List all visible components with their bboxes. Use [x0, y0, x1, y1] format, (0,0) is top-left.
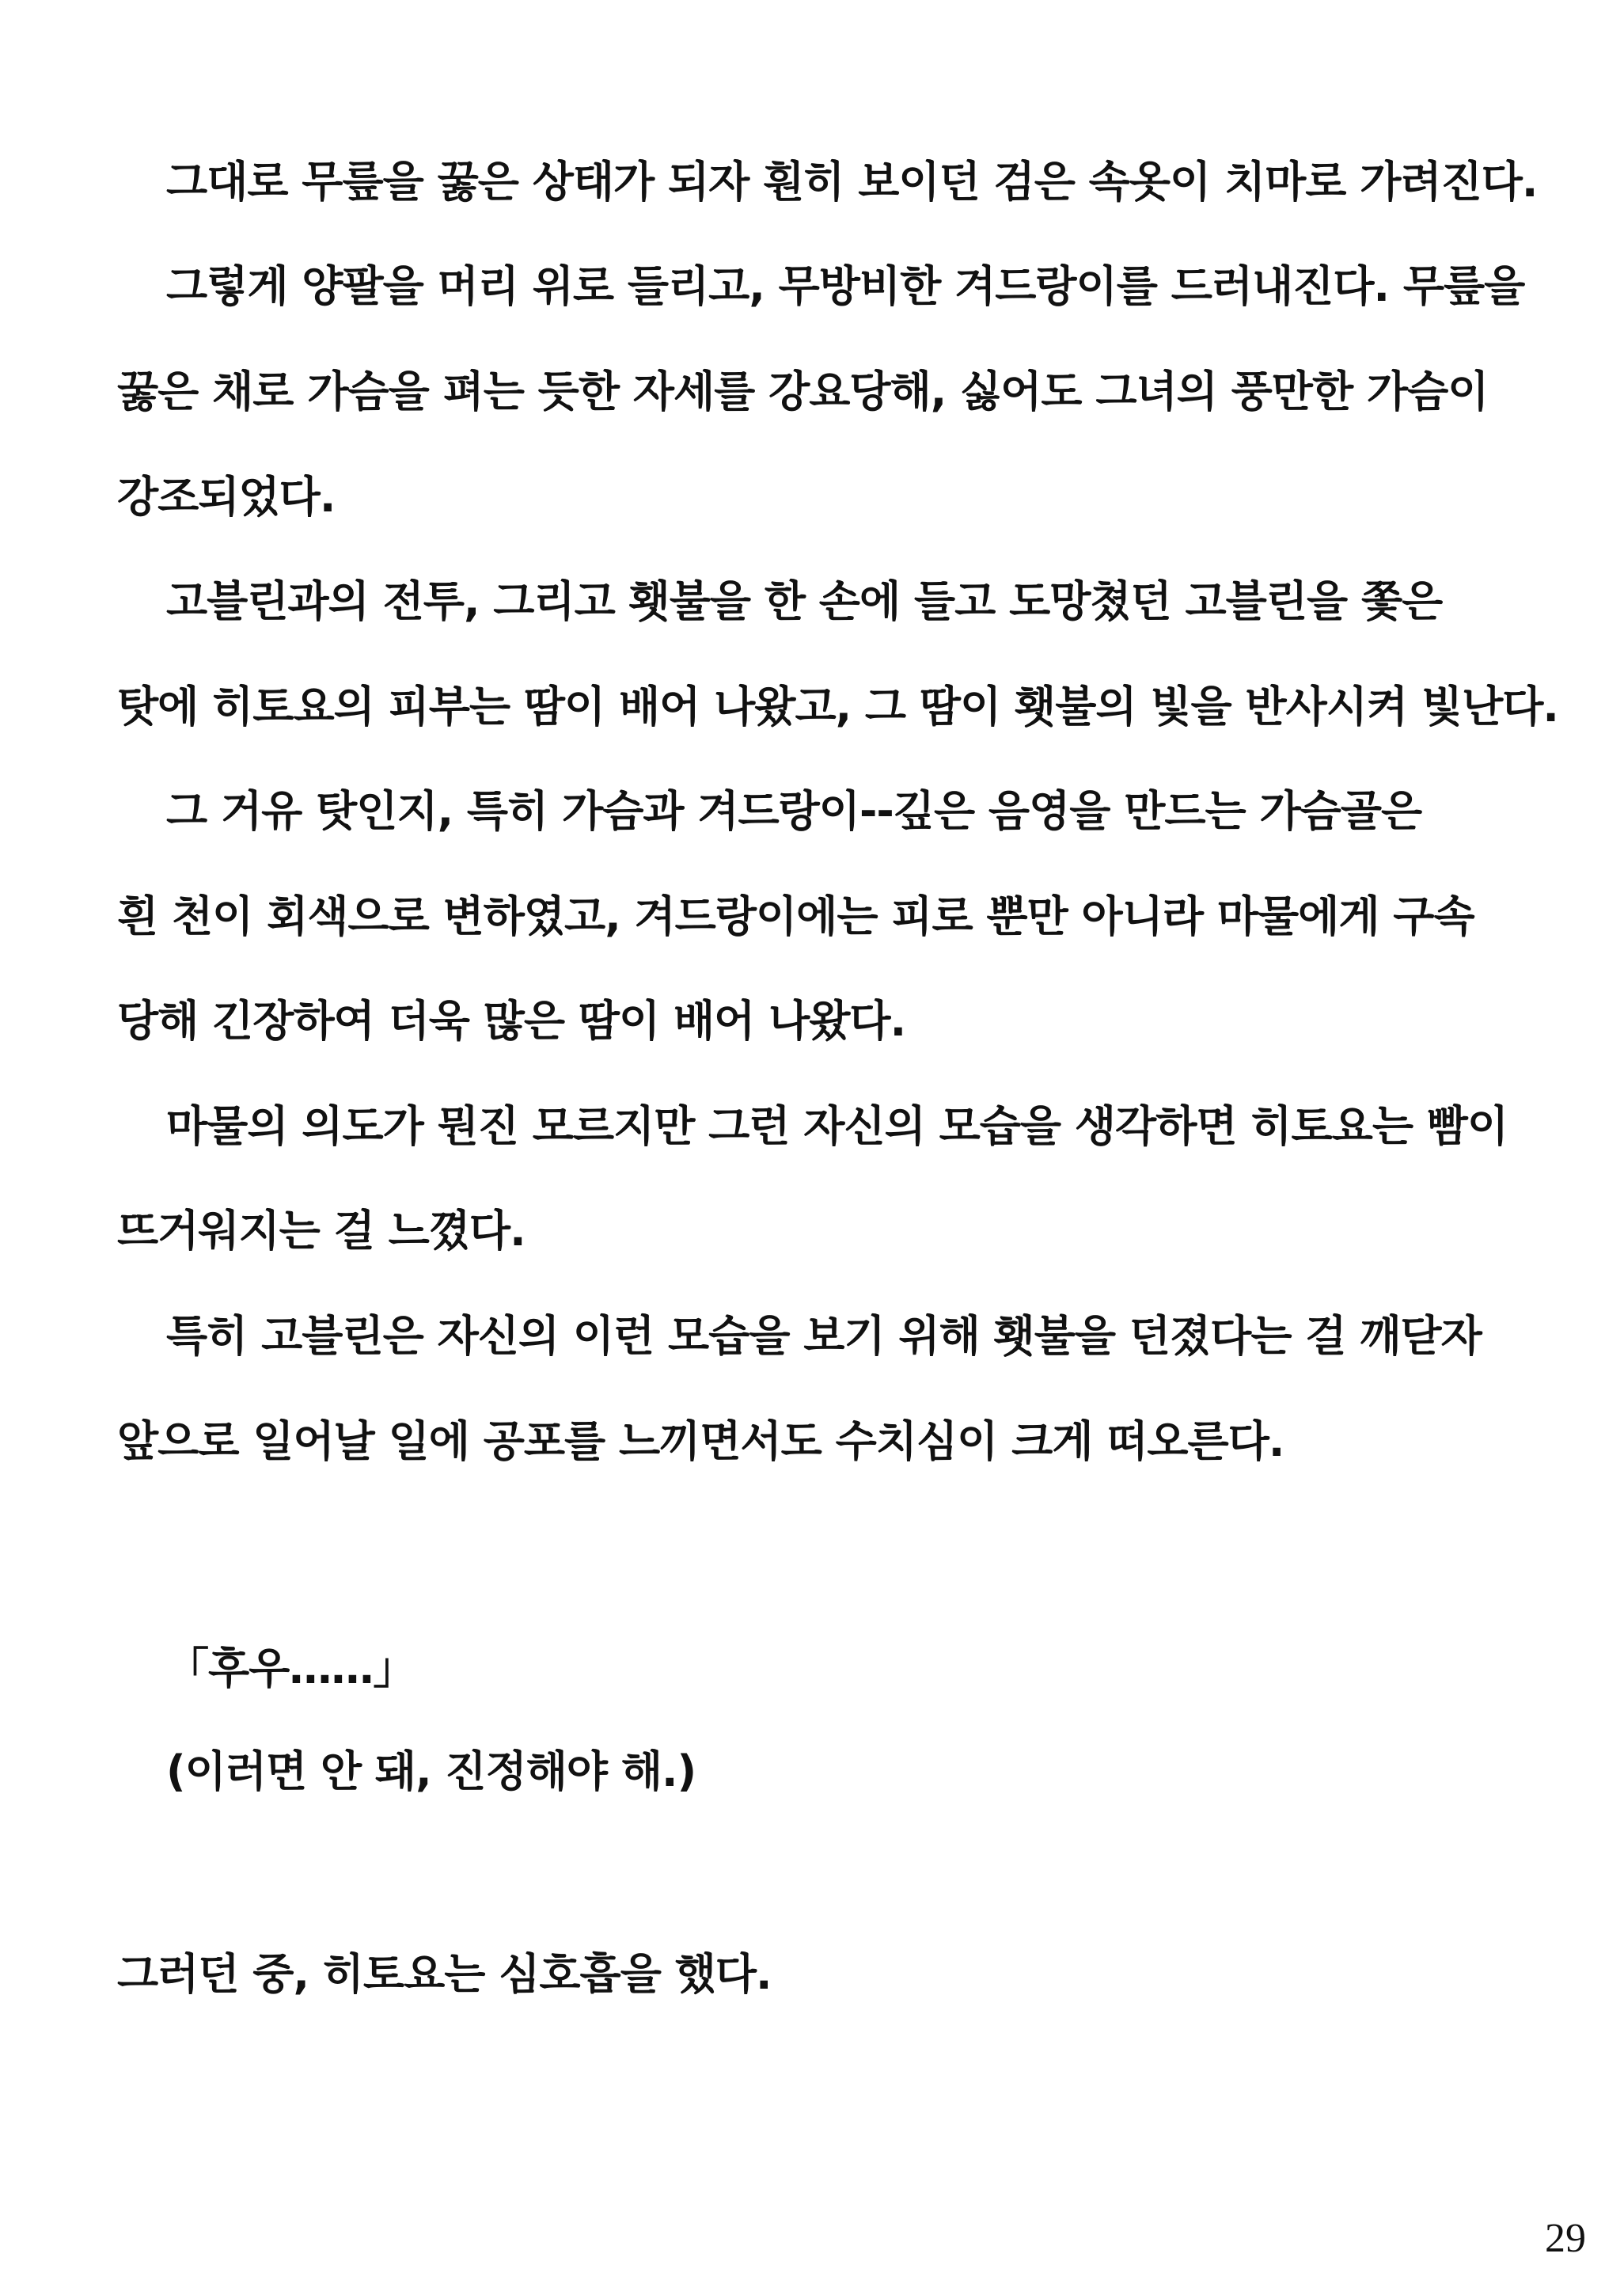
text-line: 고블린과의 전투, 그리고 횃불을 한 손에 들고 도망쳤던 고블린을 쫓은: [166, 576, 1443, 626]
text-line: 꿇은 채로 가슴을 펴는 듯한 자세를 강요당해, 싫어도 그녀의 풍만한 가슴이: [117, 367, 1489, 416]
text-line: 그렇게 양팔을 머리 위로 들리고, 무방비한 겨드랑이를 드러내진다. 무릎을: [166, 261, 1525, 311]
text-line: 앞으로 일어날 일에 공포를 느끼면서도 수치심이 크게 떠오른다.: [117, 1416, 1284, 1466]
text-line: 마물의 의도가 뭔진 모르지만 그런 자신의 모습을 생각하면 히토요는 빰이: [166, 1101, 1508, 1151]
page-number: 29: [1545, 2216, 1586, 2261]
text-line: 탓에 히토요의 피부는 땀이 배어 나왔고, 그 땀이 횃불의 빛을 반사시켜 빛난다.: [117, 682, 1558, 732]
text-line: 강조되었다.: [117, 472, 336, 522]
text-line: 그 거유 탓인지, 특히 가슴과 겨드랑이--깊은 음영을 만드는 가슴골은: [166, 786, 1422, 836]
dialogue-line: 「후우……」: [166, 1644, 415, 1693]
text-line: 당해 긴장하여 더욱 많은 땀이 배어 나왔다.: [117, 996, 906, 1046]
text-line: 그대로 무릎을 꿇은 상태가 되자 훤히 보이던 검은 속옷이 치마로 가려진다.: [166, 157, 1538, 207]
text-line: 뜨거워지는 걸 느꼈다.: [117, 1206, 526, 1256]
text-line: 흰 천이 회색으로 변하였고, 겨드랑이에는 피로 뿐만 아니라 마물에게 구속: [117, 891, 1474, 941]
thought-line: (이러면 안 돼, 진정해야 해.): [166, 1746, 696, 1796]
text-line: 특히 고블린은 자신의 이런 모습을 보기 위해 횃불을 던졌다는 걸 깨닫자: [166, 1311, 1482, 1361]
text-line: 그러던 중, 히토요는 심호흡을 했다.: [117, 1949, 772, 1999]
